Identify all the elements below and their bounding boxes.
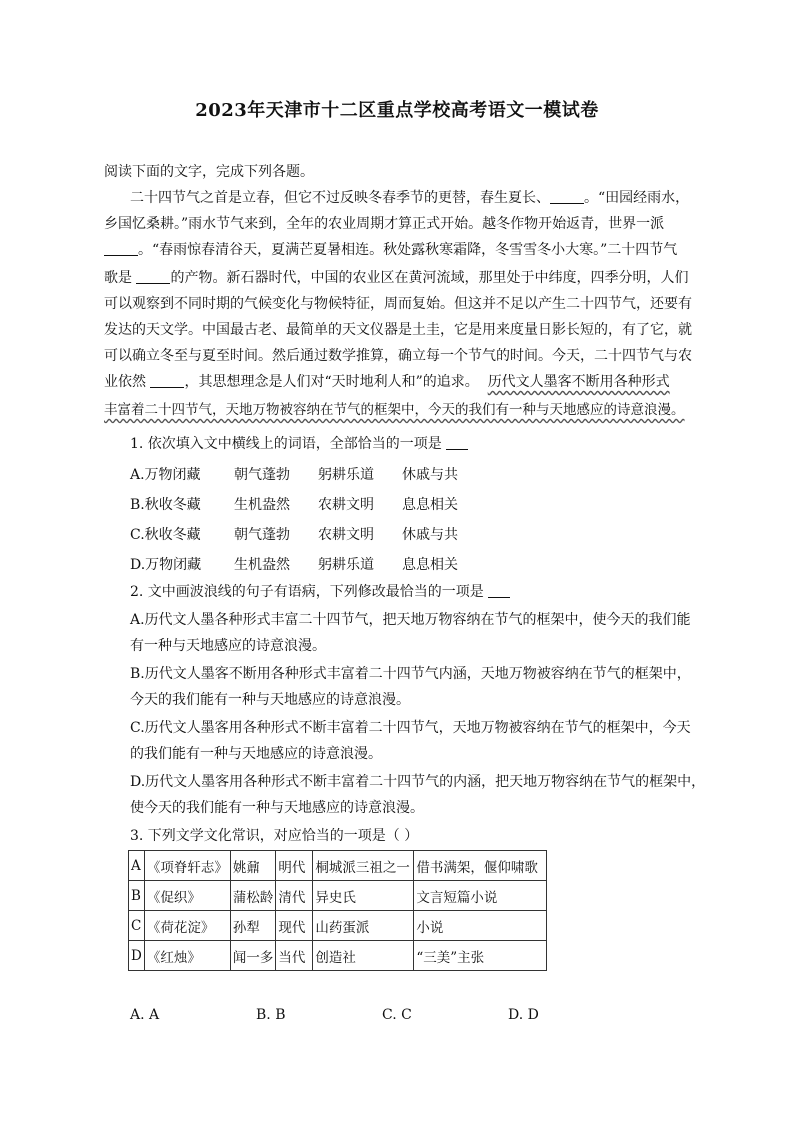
blank-4[interactable] bbox=[150, 373, 184, 388]
q3-choice-c[interactable]: C. C bbox=[382, 1007, 412, 1023]
instruction: 阅读下面的文字，完成下列各题。 bbox=[104, 164, 314, 180]
q2-option-b-line1[interactable]: B.历代文人墨客不断用各种形式丰富着二十四节气内涵，天地万物被容纳在节气的框架中， bbox=[130, 666, 691, 682]
q2-option-b-line2: 今天的我们能有一种与天地感应的诗意浪漫。 bbox=[130, 692, 410, 708]
q2-option-c-line1[interactable]: C.历代文人墨客用各种形式不断丰富着二十四节气，天地万物被容纳在节气的框架中，今天 bbox=[130, 720, 691, 736]
blank-3[interactable] bbox=[136, 269, 170, 284]
passage-line-3: 。“春雨惊春清谷天，夏满芒夏暑相连。秋处露秋寒霜降，冬雪雪冬小大寒。”二十四节气 bbox=[104, 240, 677, 260]
q2-option-a-line2: 有一种与天地感应的诗意浪漫。 bbox=[130, 638, 326, 654]
passage-line-4: 歌是 的产物。新石器时代，中国的农业区在黄河流域，那里处于中纬度，四季分明，人们 bbox=[104, 270, 689, 286]
q1-stem: 1. 依次填入文中横线上的词语，全部恰当的一项是 bbox=[130, 434, 468, 454]
page-title: 2023年天津市十二区重点学校高考语文一模试卷 bbox=[195, 100, 599, 121]
q1-option-d[interactable]: D.万物闭藏 生机盎然 躬耕乐道 息息相关 bbox=[130, 557, 458, 573]
q1-answer-blank[interactable] bbox=[446, 435, 468, 450]
passage-line-5: 可以观察到不同时期的气候变化与物候特征，周而复始。但这并不足以产生二十四节气，还要有 bbox=[104, 296, 692, 312]
table-row: B 《促织》 蒲松龄 清代 异史氏 文言短篇小说 bbox=[129, 881, 547, 911]
q3-table bbox=[128, 850, 547, 971]
q1-option-c[interactable]: C.秋收冬藏 朝气蓬勃 农耕文明 休戚与共 bbox=[130, 527, 458, 543]
passage-line-1: 二十四节气之首是立春，但它不过反映冬春季节的更替，春生夏长、 。“田园经雨水， bbox=[130, 190, 690, 206]
q3-choice-d[interactable]: D. D bbox=[508, 1007, 539, 1023]
passage-line-8: 业依然 ，其思想理念是人们对“天时地利人和”的追求。 历代文人墨客不断用各种形式 bbox=[104, 374, 670, 390]
q3-stem: 3. 下列文学文化常识，对应恰当的一项是（ ） bbox=[130, 828, 419, 844]
passage-line-6: 发达的天文学。中国最古老、最简单的天文仪器是土圭，它是用来度量日影长短的，有了它，就 bbox=[104, 322, 692, 338]
q1-option-a[interactable]: A.万物闭藏 朝气蓬勃 躬耕乐道 休戚与共 bbox=[130, 467, 458, 483]
q2-answer-blank[interactable] bbox=[488, 583, 510, 598]
blank-1[interactable] bbox=[550, 189, 584, 204]
q2-stem: 2. 文中画波浪线的句子有语病，下列修改最恰当的一项是 bbox=[130, 582, 510, 602]
blank-2[interactable] bbox=[104, 241, 138, 256]
table-row: D 《红烛》 闻一多 当代 创造社 “三美”主张 bbox=[129, 941, 547, 971]
q3-choice-b[interactable]: B. B bbox=[256, 1007, 286, 1023]
q2-option-c-line2: 的我们能有一种与天地感应的诗意浪漫。 bbox=[130, 746, 382, 762]
q2-option-d-line2: 使今天的我们能有一种与天地感应的诗意浪漫。 bbox=[130, 800, 424, 816]
passage-line-9-wavy: 丰富着二十四节气，天地万物被容纳在节气的框架中，今天的我们有一种与天地感应的诗意浪漫。 bbox=[104, 402, 685, 418]
passage-line-7: 可以确立冬至与夏至时间。然后通过数学推算，确立每一个节气的时间。今天，二十四节气与农 bbox=[104, 348, 692, 364]
q3-choice-a[interactable]: A. A bbox=[130, 1007, 160, 1023]
table-row: A 《项脊轩志》 姚鼐 明代 桐城派三祖之一 借书满架，偃仰啸歌 bbox=[129, 851, 547, 881]
q1-option-b[interactable]: B.秋收冬藏 生机盎然 农耕文明 息息相关 bbox=[130, 497, 458, 513]
q2-option-d-line1[interactable]: D.历代文人墨客用各种形式不断丰富着二十四节气的内涵，把天地万物容纳在节气的框架中， bbox=[130, 774, 706, 790]
q2-option-a-line1[interactable]: A.历代文人墨各种形式丰富二十四节气，把天地万物容纳在节气的框架中，使今天的我们能 bbox=[130, 612, 691, 628]
table-row: C 《荷花淀》 孙犁 现代 山药蛋派 小说 bbox=[129, 911, 547, 941]
passage-line-2: 乡国忆桑耕。”雨水节气来到，全年的农业周期才算正式开始。越冬作物开始返青，世界一派 bbox=[104, 216, 665, 232]
